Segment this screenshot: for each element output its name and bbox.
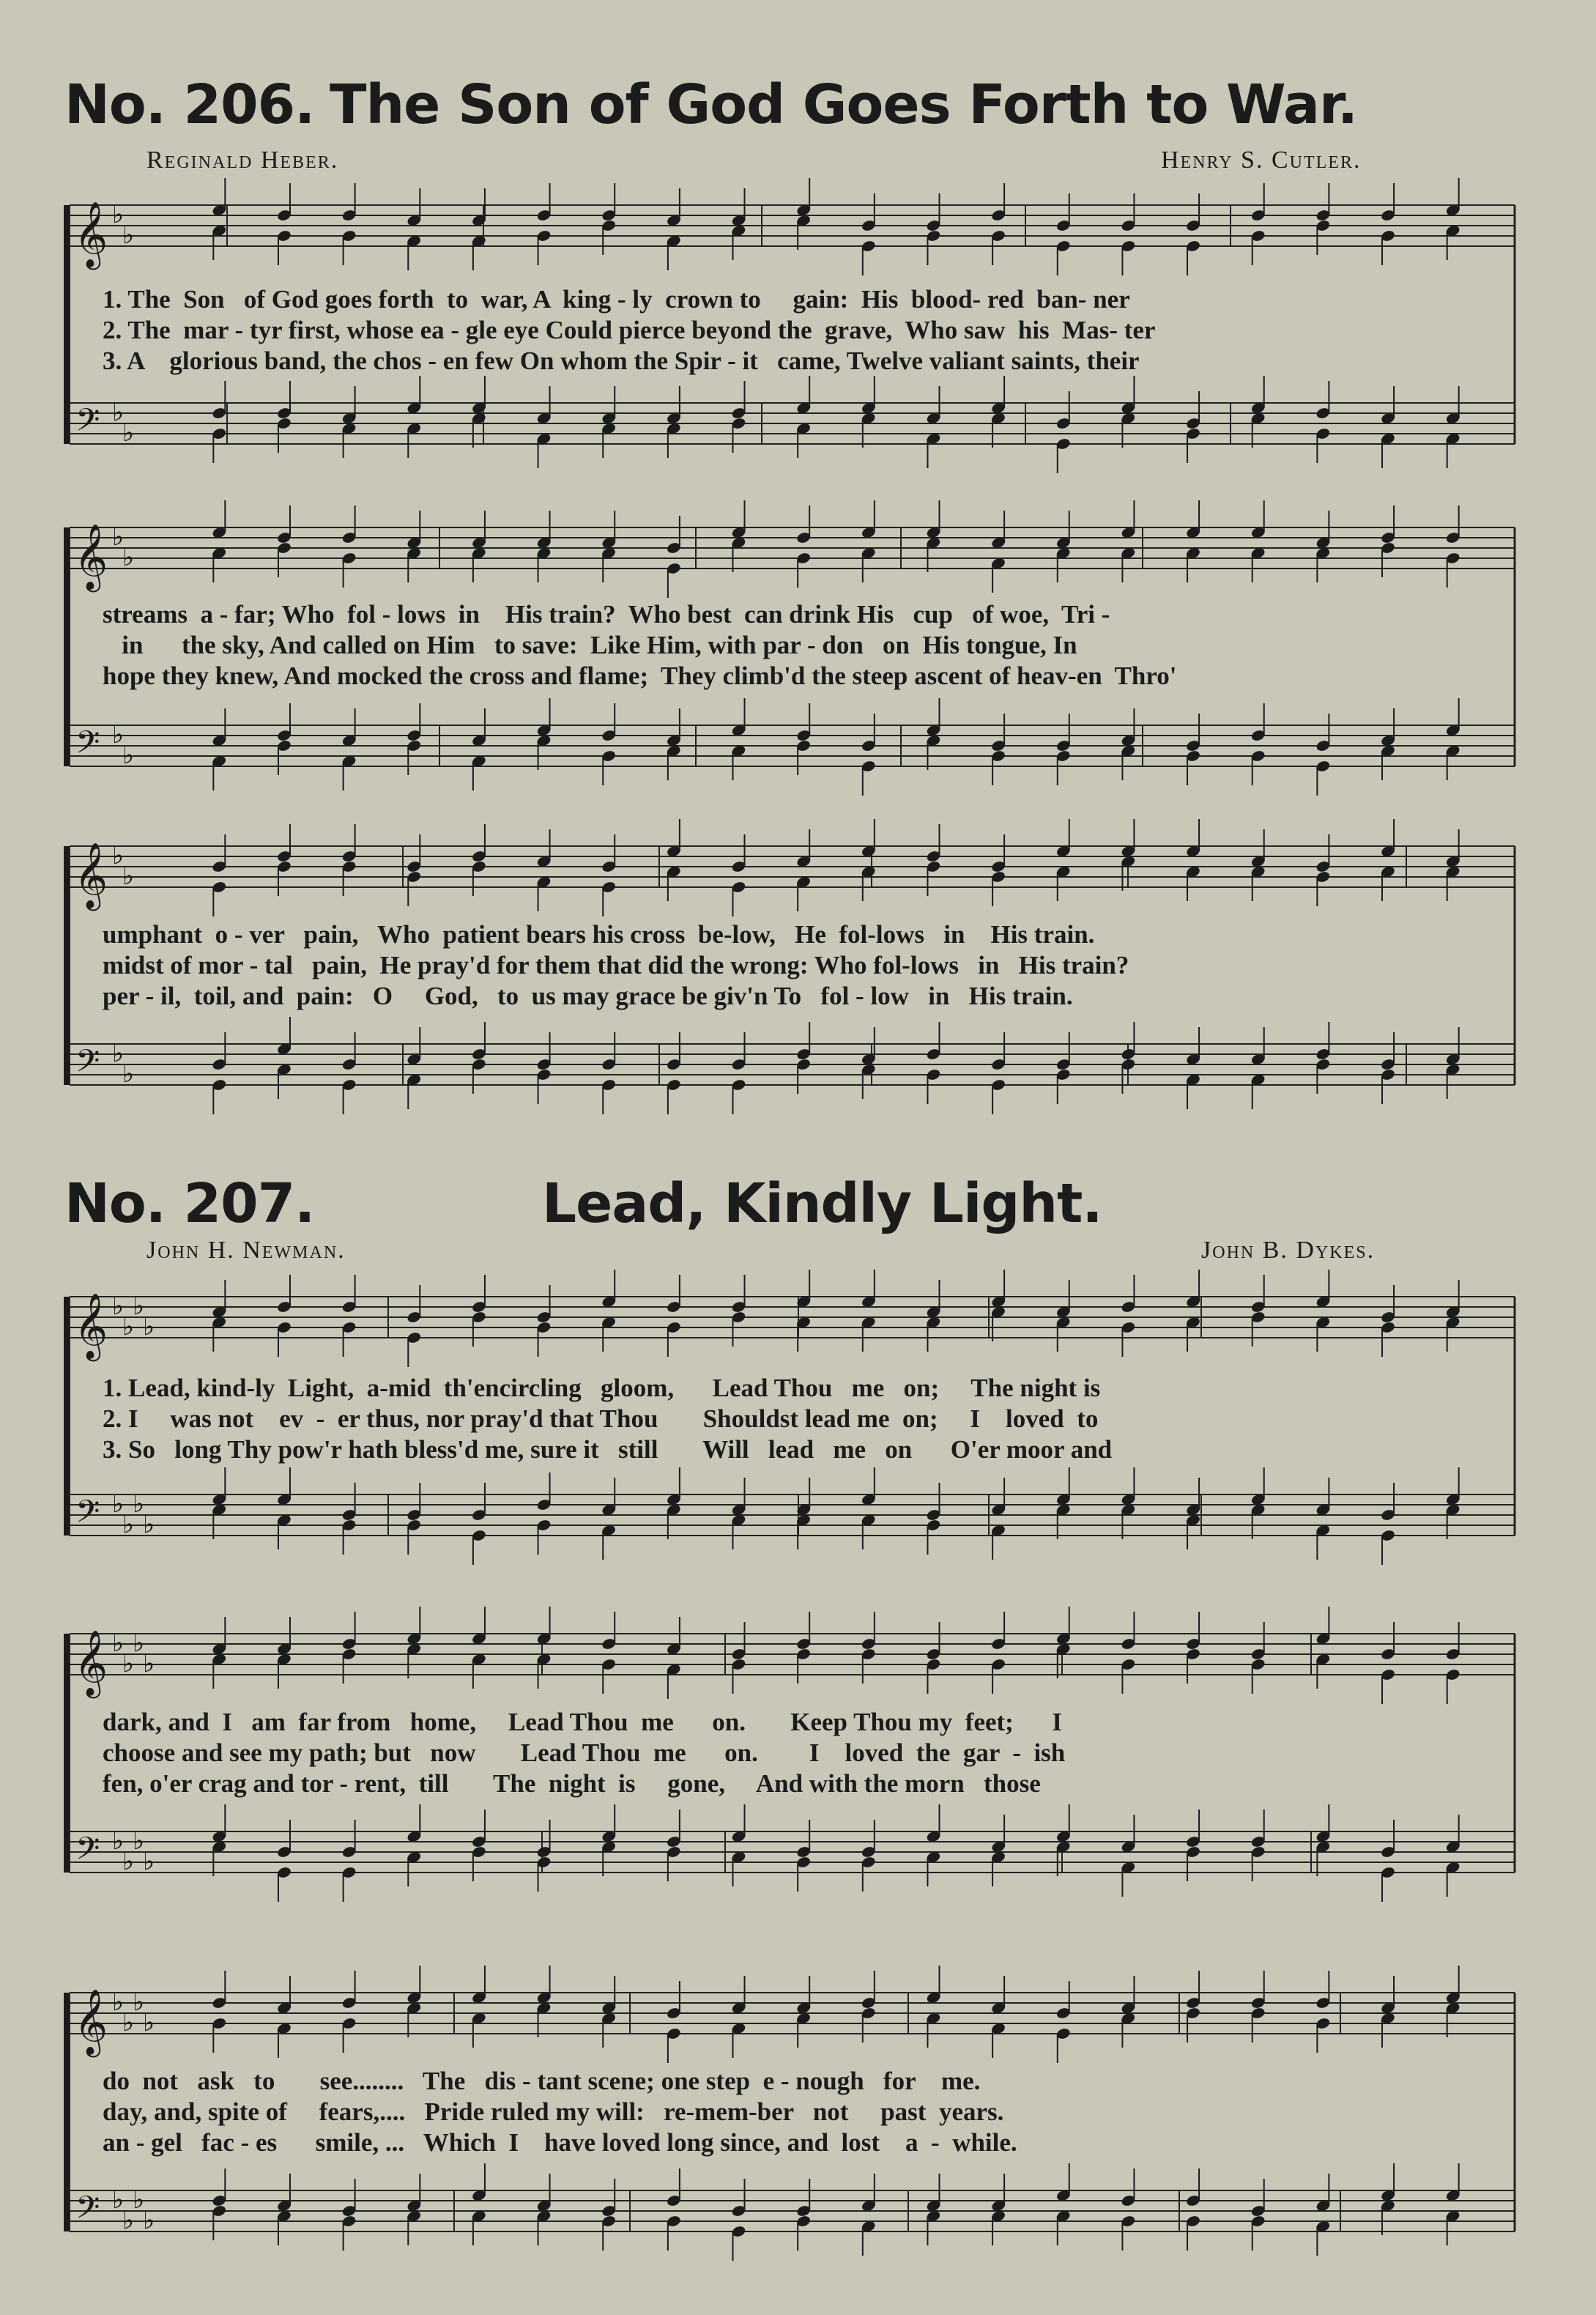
treble-chord	[1250, 183, 1266, 265]
treble-chord	[990, 1612, 1006, 1694]
treble-key-flat-icon: ♭	[122, 543, 135, 572]
bass-chord	[1055, 1032, 1071, 1104]
treble-chord	[536, 1607, 552, 1689]
treble-key-flat-icon: ♭	[122, 2008, 135, 2037]
treble-chord	[341, 824, 357, 896]
bass-clef-icon: 𝄢	[75, 402, 100, 446]
treble-chord	[341, 183, 357, 265]
bass-chord	[795, 703, 811, 775]
treble-chord	[471, 511, 486, 582]
treble-chord	[471, 188, 486, 270]
treble-chord	[990, 183, 1006, 265]
treble-chord	[666, 819, 681, 901]
treble-chord	[795, 1976, 811, 2048]
bass-chord	[861, 1027, 876, 1099]
bass-key-flat-icon: ♭	[112, 1826, 125, 1856]
treble-chord	[1121, 1275, 1136, 1357]
bass-chord	[536, 1473, 552, 1555]
treble-chord	[1315, 1607, 1331, 1689]
bass-key-flat-icon: ♭	[122, 418, 135, 448]
treble-chord	[926, 500, 941, 572]
bass-chord	[666, 2168, 681, 2251]
bass-chord	[276, 1467, 292, 1549]
treble-chord	[731, 1976, 746, 2058]
bass-chord	[407, 1804, 422, 1886]
treble-chord	[926, 193, 941, 265]
bass-chord	[276, 2174, 292, 2245]
treble-chord	[601, 511, 617, 582]
treble-chord	[1185, 1971, 1200, 2042]
treble-chord	[407, 1607, 422, 1678]
bass-chord	[407, 1027, 422, 1109]
treble-chord	[1121, 1976, 1136, 2048]
hymn-206-system-2-lyrics	[103, 599, 1538, 692]
treble-chord	[990, 1976, 1006, 2058]
bass-chord	[926, 1022, 941, 1104]
verse-2-line: 2. The mar - tyr first, whose ea - gle eye Could pierce beyond the grave, Who saw his Mas- ter	[103, 316, 1156, 344]
treble-key-flat-icon: ♭	[122, 1649, 135, 1678]
treble-key-flat-icon: ♭	[143, 1312, 155, 1341]
bass-chord	[731, 381, 746, 453]
bass-chord	[666, 386, 681, 458]
bass-chord	[1445, 386, 1460, 468]
treble-chord	[601, 1976, 617, 2048]
bass-key-flat-icon: ♭	[122, 1847, 135, 1876]
bass-key-flat-icon: ♭	[143, 1847, 155, 1876]
bass-chord	[926, 1483, 941, 1555]
treble-chord	[861, 500, 876, 582]
treble-chord	[1315, 183, 1331, 255]
verse-1-line: 1. The Son of God goes forth to war, A king - ly crown to gain: His blood- red ban- ner	[103, 285, 1130, 314]
treble-chord	[1121, 500, 1136, 582]
bass-chord	[536, 1032, 552, 1104]
bass-chord	[601, 703, 617, 785]
bass-chord	[1185, 1810, 1200, 1881]
treble-chord	[601, 183, 617, 255]
bass-chord	[1445, 1027, 1460, 1099]
treble-key-flat-icon: ♭	[143, 2008, 155, 2037]
treble-chord	[471, 1966, 486, 2048]
treble-chord	[1445, 505, 1460, 588]
bass-chord	[471, 376, 486, 448]
treble-chord	[1315, 1971, 1331, 2053]
bass-chord	[212, 1804, 227, 1876]
bass-chord	[731, 698, 746, 780]
bass-chord	[601, 1478, 617, 1560]
bass-chord	[861, 376, 876, 448]
treble-key-flat-icon: ♭	[112, 1629, 125, 1658]
treble-chord	[795, 1612, 811, 1684]
bass-chord	[926, 2174, 941, 2245]
treble-chord	[536, 829, 552, 911]
bass-key-flat-icon: ♭	[112, 720, 125, 749]
bass-key-flat-icon: ♭	[112, 398, 125, 427]
treble-clef-icon: 𝄞	[74, 524, 108, 590]
system-bracket	[64, 1993, 70, 2231]
bass-chord	[861, 1467, 876, 1549]
treble-chord	[1185, 1612, 1200, 1684]
bass-chord	[471, 1810, 486, 1881]
treble-chord	[212, 1971, 227, 2053]
bass-chord	[1185, 391, 1200, 463]
bass-chord	[1250, 2179, 1266, 2251]
bass-chord	[536, 2174, 552, 2245]
treble-chord	[1055, 511, 1071, 582]
bass-chord	[276, 1017, 292, 1099]
bass-chord	[990, 376, 1006, 448]
bass-chord	[666, 1467, 681, 1539]
treble-chord	[926, 1280, 941, 1352]
bass-chord	[341, 708, 357, 790]
treble-chord	[1250, 500, 1266, 582]
treble-chord	[795, 178, 811, 250]
treble-chord	[990, 1270, 1006, 1341]
treble-chord	[795, 829, 811, 911]
treble-chord	[1250, 1275, 1266, 1347]
bass-key-flat-icon: ♭	[112, 1489, 125, 1519]
bass-chord	[1315, 1478, 1331, 1560]
treble-chord	[407, 1966, 422, 2037]
treble-key-flat-icon: ♭	[133, 1629, 145, 1658]
hymn-207-system-1-lyrics	[103, 1373, 1538, 1465]
bass-chord	[1250, 1810, 1266, 1881]
bass-chord	[990, 1815, 1006, 1886]
bass-chord	[1445, 1815, 1460, 1897]
treble-chord	[1445, 1966, 1460, 2037]
bass-chord	[407, 703, 422, 775]
bass-staff	[70, 2190, 1515, 2231]
hymn-207-lyricist: John H. Newman.	[146, 1237, 346, 1264]
treble-chord	[1250, 1622, 1266, 1694]
bass-chord	[861, 2174, 876, 2256]
bass-key-flat-icon: ♭	[143, 2206, 155, 2235]
bass-chord	[1445, 1467, 1460, 1539]
treble-staff	[70, 1634, 1515, 1675]
verse-2-line: 2. I was not ev - er thus, nor pray'd that Thou Shouldst lead me on; I loved to	[103, 1404, 1099, 1433]
verse-3-line: fen, o'er crag and tor - rent, till The night is gone, And with the morn those	[103, 1769, 1041, 1798]
bass-key-flat-icon: ♭	[122, 1510, 135, 1539]
bass-clef-icon: 𝄢	[75, 1831, 100, 1875]
bass-chord	[407, 376, 422, 458]
treble-chord	[731, 188, 746, 260]
bass-chord	[666, 708, 681, 780]
treble-chord	[536, 1285, 552, 1357]
treble-chord	[731, 1275, 746, 1347]
bass-chord	[1250, 1027, 1266, 1109]
bass-chord	[1380, 2163, 1395, 2235]
bass-chord	[990, 714, 1006, 785]
treble-chord	[666, 1617, 681, 1699]
bass-chord	[1185, 2168, 1200, 2251]
treble-key-flat-icon: ♭	[112, 522, 125, 552]
bass-chord	[926, 386, 941, 468]
treble-chord	[1380, 505, 1395, 577]
bass-chord	[1055, 1467, 1071, 1539]
hymn-206-number: No. 206.	[64, 73, 315, 136]
bass-chord	[1380, 386, 1395, 468]
treble-chord	[1315, 1270, 1331, 1352]
verse-1-line: 1. Lead, kind-ly Light, a-mid th'encircling gloom, Lead Thou me on; The night is	[103, 1374, 1101, 1402]
bass-chord	[212, 2168, 227, 2240]
bass-clef-icon: 𝄢	[75, 1043, 100, 1087]
bass-chord	[795, 1820, 811, 1892]
treble-chord	[407, 834, 422, 906]
treble-chord	[926, 824, 941, 896]
treble-chord	[1055, 1607, 1071, 1678]
treble-chord	[341, 505, 357, 588]
verse-1-line: dark, and I am far from home, Lead Thou me on. Keep Thou my feet; I	[103, 1708, 1062, 1736]
bass-chord	[1315, 381, 1331, 463]
treble-chord	[407, 188, 422, 270]
treble-chord	[861, 819, 876, 901]
bass-chord	[407, 1483, 422, 1555]
bass-chord	[536, 698, 552, 770]
treble-chord	[471, 824, 486, 896]
hymn-206-system-1-lyrics	[103, 284, 1538, 377]
bass-chord	[1315, 2174, 1331, 2256]
bass-key-flat-icon: ♭	[112, 1039, 125, 1068]
bass-chord	[601, 386, 617, 458]
treble-chord	[1250, 1971, 1266, 2042]
treble-key-flat-icon: ♭	[112, 1292, 125, 1321]
treble-chord	[1185, 819, 1200, 901]
treble-clef-icon: 𝄞	[74, 1293, 108, 1359]
verse-1-line: do not ask to see........ The dis - tant scene; one step e - nough for me.	[103, 2067, 981, 2095]
hymn-207-system-3-lyrics	[103, 2066, 1538, 2158]
treble-chord	[1055, 1280, 1071, 1352]
treble-chord	[666, 188, 681, 270]
bass-chord	[1055, 1804, 1071, 1876]
verse-3-line: hope they knew, And mocked the cross and flame; They climb'd the steep ascent of heav-en Thro'	[103, 662, 1177, 690]
hymn-207-number: No. 207.	[64, 1172, 315, 1235]
bass-chord	[212, 708, 227, 790]
treble-chord	[1185, 500, 1200, 582]
bass-key-flat-icon: ♭	[112, 2185, 125, 2215]
bass-chord	[990, 1478, 1006, 1560]
verse-2-line: day, and, spite of fears,.... Pride ruled my will: re-mem-ber not past years.	[103, 2097, 1004, 2126]
bass-chord	[341, 2179, 357, 2251]
treble-chord	[276, 505, 292, 577]
bass-chord	[1185, 714, 1200, 785]
bass-chord	[407, 2174, 422, 2245]
system-bracket	[64, 527, 70, 766]
treble-chord	[1055, 819, 1071, 901]
treble-chord	[990, 511, 1006, 593]
bass-chord	[276, 703, 292, 775]
treble-clef-icon: 𝄞	[74, 1989, 108, 2055]
treble-chord	[1445, 829, 1460, 901]
bass-chord	[926, 1804, 941, 1886]
treble-chord	[1445, 178, 1460, 260]
bass-chord	[1250, 1467, 1266, 1539]
treble-chord	[212, 1617, 227, 1689]
bass-clef-icon: 𝄢	[75, 2190, 100, 2234]
treble-key-flat-icon: ♭	[133, 1292, 145, 1321]
treble-chord	[1315, 511, 1331, 582]
hymn-206-title: The Son of God Goes Forth to War.	[330, 73, 1358, 136]
bass-chord	[1185, 1478, 1200, 1549]
bass-chord	[1445, 698, 1460, 780]
treble-key-flat-icon: ♭	[112, 1988, 125, 2017]
bass-chord	[795, 2179, 811, 2251]
treble-chord	[795, 505, 811, 588]
treble-chord	[341, 1612, 357, 1684]
treble-key-flat-icon: ♭	[122, 1312, 135, 1341]
bass-chord	[536, 1820, 552, 1892]
treble-chord	[1445, 1280, 1460, 1352]
treble-key-flat-icon: ♭	[143, 1649, 155, 1678]
treble-chord	[471, 1275, 486, 1347]
treble-chord	[341, 1275, 357, 1357]
bass-chord	[212, 1467, 227, 1539]
bass-chord	[1055, 2163, 1071, 2245]
verse-3-line: an - gel fac - es smile, ... Which I have loved long since, and lost a - while.	[103, 2128, 1017, 2157]
hymn-206-composer: Henry S. Cutler.	[1161, 147, 1362, 174]
verse-2-line: in the sky, And called on Him to save: Like Him, with par - don on His tongue, In	[103, 631, 1077, 659]
treble-key-flat-icon: ♭	[112, 841, 125, 870]
system-bracket	[64, 846, 70, 1085]
bass-key-flat-icon: ♭	[133, 2185, 145, 2215]
treble-chord	[1380, 819, 1395, 901]
treble-chord	[1121, 1612, 1136, 1694]
treble-chord	[926, 1966, 941, 2048]
bass-chord	[601, 2179, 617, 2251]
bass-chord	[471, 1022, 486, 1094]
bass-chord	[471, 2163, 486, 2245]
treble-chord	[601, 1270, 617, 1352]
bass-clef-icon: 𝄢	[75, 1494, 100, 1538]
bass-chord	[861, 1820, 876, 1892]
treble-chord	[861, 1612, 876, 1684]
bass-chord	[1380, 708, 1395, 780]
hymn-206-lyricist: Reginald Heber.	[146, 147, 339, 174]
verse-3-line: 3. So long Thy pow'r hath bless'd me, sure it still Will lead me on O'er moor and	[103, 1435, 1113, 1464]
bass-chord	[536, 386, 552, 468]
treble-chord	[1380, 1976, 1395, 2048]
bass-chord	[601, 1804, 617, 1876]
treble-chord	[407, 511, 422, 582]
treble-chord	[212, 500, 227, 582]
bass-chord	[471, 708, 486, 790]
bass-key-flat-icon: ♭	[122, 2206, 135, 2235]
bass-chord	[731, 1804, 746, 1886]
bass-chord	[212, 381, 227, 463]
bass-chord	[1380, 1032, 1395, 1104]
treble-chord	[1185, 1270, 1200, 1352]
treble-chord	[601, 1612, 617, 1694]
bass-chord	[1121, 708, 1136, 780]
treble-chord	[1380, 183, 1395, 265]
hymn-207-composer: John B. Dykes.	[1201, 1237, 1376, 1264]
bass-chord	[1121, 376, 1136, 448]
bass-chord	[1121, 1467, 1136, 1539]
treble-chord	[536, 1966, 552, 2037]
bass-key-flat-icon: ♭	[133, 1826, 145, 1856]
bass-chord	[1315, 1804, 1331, 1876]
treble-clef-icon: 𝄞	[74, 842, 108, 908]
bass-chord	[341, 1483, 357, 1555]
verse-3-line: per - il, toil, and pain: O God, to us may grace be giv'n To fol - low in His train.	[103, 982, 1073, 1010]
bass-chord	[341, 386, 357, 458]
treble-chord	[536, 511, 552, 582]
treble-key-flat-icon: ♭	[122, 221, 135, 250]
bass-chord	[1250, 703, 1266, 785]
treble-chord	[276, 1976, 292, 2058]
bass-chord	[1445, 2163, 1460, 2245]
bass-chord	[1055, 714, 1071, 785]
bass-chord	[795, 376, 811, 458]
verse-1-line: streams a - far; Who fol - lows in His train? Who best can drink His cup of woe, Tri -	[103, 600, 1110, 629]
treble-chord	[1250, 829, 1266, 901]
treble-clef-icon: 𝄞	[74, 201, 108, 267]
bass-chord	[731, 1478, 746, 1549]
treble-chord	[861, 1270, 876, 1352]
bass-key-flat-icon: ♭	[143, 1510, 155, 1539]
treble-chord	[276, 183, 292, 265]
treble-chord	[341, 1971, 357, 2053]
treble-chord	[276, 824, 292, 896]
hymn-207-title: Lead, Kindly Light.	[542, 1172, 1102, 1235]
bass-clef-icon: 𝄢	[75, 725, 100, 768]
treble-key-flat-icon: ♭	[122, 862, 135, 891]
verse-2-line: choose and see my path; but now Lead Thou me on. I loved the gar - ish	[103, 1738, 1066, 1767]
bass-chord	[1121, 2168, 1136, 2251]
treble-chord	[861, 1971, 876, 2042]
verse-3-line: 3. A glorious band, the chos - en few On whom the Spir - it came, Twelve valiant saints, their	[103, 347, 1140, 375]
hymn-207-system-2-lyrics	[103, 1707, 1538, 1799]
system-bracket	[64, 205, 70, 444]
treble-chord	[731, 1622, 746, 1694]
treble-chord	[276, 1617, 292, 1689]
bass-key-flat-icon: ♭	[133, 1489, 145, 1519]
bass-chord	[276, 381, 292, 453]
treble-chord	[471, 1607, 486, 1689]
treble-clef-icon: 𝄞	[74, 1630, 108, 1696]
bass-chord	[795, 1022, 811, 1094]
treble-chord	[276, 1275, 292, 1357]
treble-chord	[1380, 1285, 1395, 1357]
bass-chord	[990, 2174, 1006, 2245]
treble-chord	[1315, 834, 1331, 906]
bass-key-flat-icon: ♭	[122, 1059, 135, 1089]
treble-chord	[990, 834, 1006, 906]
bass-chord	[666, 1810, 681, 1881]
bass-key-flat-icon: ♭	[122, 741, 135, 770]
treble-chord	[536, 183, 552, 265]
treble-key-flat-icon: ♭	[112, 200, 125, 229]
system-bracket	[64, 1297, 70, 1536]
bass-chord	[1250, 376, 1266, 448]
system-bracket	[64, 1634, 70, 1873]
bass-chord	[1315, 1022, 1331, 1094]
treble-chord	[926, 1622, 941, 1694]
treble-chord	[666, 1275, 681, 1357]
verse-1-line: umphant o - ver pain, Who patient bears his cross be-low, He fol-lows in His train.	[103, 920, 1095, 949]
treble-chord	[731, 500, 746, 572]
treble-chord	[212, 178, 227, 260]
bass-chord	[1185, 1027, 1200, 1109]
bass-chord	[1121, 1815, 1136, 1897]
verse-2-line: midst of mor - tal pain, He pray'd for them that did the wrong: Who fol-lows in His train?	[103, 951, 1129, 979]
hymn-206-system-3-lyrics	[103, 919, 1538, 1012]
treble-key-flat-icon: ♭	[133, 1988, 145, 2017]
bass-chord	[926, 698, 941, 770]
treble-chord	[212, 1280, 227, 1352]
